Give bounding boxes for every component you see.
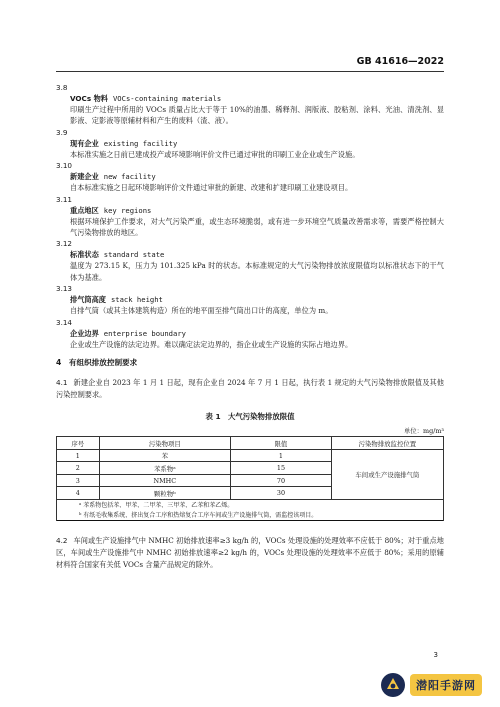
term-3-12 — [56, 238, 444, 283]
term-title — [56, 249, 444, 260]
table-unit: 单位：mg/m³ — [403, 427, 444, 436]
table-footnote-b: ᵇ 有纸毛收集系统、挤出复合工序和热熔复合工序车间或生产设施排气筒，需监控该项目。 — [57, 510, 444, 521]
term-title-cn: 标准状态 — [70, 250, 99, 260]
table-footnote-row — [57, 510, 444, 521]
term-number: 3.14 — [56, 317, 73, 327]
col-header-no: 序号 — [57, 437, 100, 450]
header-rule — [56, 71, 444, 72]
term-number: 3.8 — [56, 83, 68, 92]
paragraph-4-2 — [56, 535, 444, 572]
cell-monitor-location: 车间或生产设施排气筒 — [331, 449, 443, 499]
col-header-limit: 限值 — [231, 437, 332, 450]
term-definition: 温度为 273.15 K，压力为 101.325 kPa 时的状态。本标准规定的大气污染物排放浓度限值均以标准状态下的干气体为基准。 — [70, 261, 444, 282]
term-title-en: VOCs-containing materials — [112, 94, 222, 103]
term-3-9 — [56, 127, 444, 160]
term-title-cn: 新建企业 — [70, 172, 99, 182]
site-watermark — [380, 671, 492, 699]
cell-no: 2 — [57, 462, 100, 475]
col-header-monitor: 污染物排放监控位置 — [331, 437, 443, 450]
term-title — [56, 93, 444, 104]
cell-no: 4 — [57, 487, 100, 500]
table-footnote-row — [57, 499, 444, 510]
page-number: 3 — [433, 651, 438, 659]
document-body — [56, 82, 444, 572]
paragraph-text: 车间或生产设施排气中 NMHC 初始排放速率≥3 kg/h 的，VOCs 处理设施的处理效率不应低于 80%；对于重点地区，车间或生产设施排气中 NMHC 初始排放速率≥2 kg/h 的，VOCs 处理设施的处理效率不应低于 80%；采用的原辅材料符合国家有关低 VOCs 含量产品规定的除外。 — [56, 535, 444, 570]
cell-pollutant: 颗粒物ᵇ — [99, 487, 231, 500]
cell-no: 1 — [57, 449, 100, 462]
term-definition: 企业或生产设施的法定边界。难以确定法定边界的，指企业或生产设施的实际占地边界。 — [70, 339, 353, 349]
term-definition: 根据环境保护工作要求，对大气污染严重，或生态环境脆弱，或有进一步环境空气质量改善需求等，需要严格控制大气污染物排放的地区。 — [70, 216, 444, 238]
term-title-cn: 排气筒高度 — [70, 295, 106, 305]
term-title — [56, 205, 444, 216]
col-header-pollutant: 污染物项目 — [99, 437, 231, 450]
emission-limits-table — [56, 436, 444, 521]
watermark-text: 潜阳手游网 — [410, 674, 482, 696]
term-number: 3.9 — [56, 127, 68, 137]
term-title-cn: 重点地区 — [70, 205, 99, 215]
paragraph-text: 新建企业自 2023 年 1 月 1 日起，现有企业自 2024 年 7 月 1 日起，执行表 1 规定的大气污染物排放限值及其他污染控制要求。 — [56, 378, 444, 400]
term-3-14 — [56, 317, 444, 350]
term-title — [56, 171, 444, 182]
paragraph-4-1 — [56, 377, 444, 401]
term-title — [56, 138, 444, 149]
term-definition: 自本标准实施之日起环境影响评价文件通过审批的新建、改建和扩建印刷工业建设项目。 — [70, 183, 353, 193]
term-number: 3.12 — [56, 239, 73, 249]
term-number: 3.11 — [56, 194, 73, 204]
watermark-logo-icon — [380, 672, 406, 698]
term-definition: 印刷生产过程中所用的 VOCs 质量占比大于等于 10%的油墨、稀释剂、润版液、胶粘剂、涂料、光油、清洗剂、显影液、定影液等原辅材料和产生的废料（渣、液）。 — [70, 105, 444, 126]
cell-limit: 1 — [231, 449, 332, 462]
table-header-row — [57, 437, 444, 450]
cell-pollutant: 苯系物ᵃ — [99, 462, 231, 475]
term-title-en: new facility — [103, 172, 156, 182]
term-title-en: stack height — [110, 295, 163, 305]
term-title — [56, 328, 444, 339]
term-definition: 自排气筒（或其主体建筑构造）所在的地平面至排气筒出口计的高度，单位为 m。 — [70, 306, 333, 316]
paragraph-number: 4.2 — [56, 535, 68, 545]
paragraph-number: 4.1 — [56, 378, 68, 388]
section-4-heading: 4 有组织排放控制要求 — [56, 358, 138, 368]
cell-pollutant: NMHC — [99, 474, 231, 487]
term-number: 3.10 — [56, 161, 73, 171]
term-title-en: existing facility — [103, 138, 178, 148]
term-title-cn: 企业边界 — [70, 328, 99, 338]
cell-limit: 15 — [231, 462, 332, 475]
table-1-title: 表 1 大气污染物排放限值 — [205, 412, 295, 422]
standard-number: GB 41616—2022 — [356, 56, 444, 67]
term-3-13 — [56, 283, 444, 316]
term-title-en: enterprise boundary — [103, 328, 186, 338]
term-title-en: key regions — [103, 205, 152, 215]
term-title-en: standard state — [103, 250, 165, 260]
cell-limit: 70 — [231, 474, 332, 487]
cell-limit: 30 — [231, 487, 332, 500]
term-title-cn: 现有企业 — [70, 138, 99, 148]
table-row — [57, 449, 444, 462]
term-title — [56, 294, 444, 305]
term-3-11 — [56, 194, 444, 239]
cell-no: 3 — [57, 474, 100, 487]
term-definition: 本标准实施之日前已建成投产或环境影响评价文件已通过审批的印刷工业企业或生产设施。 — [70, 149, 360, 159]
term-3-8 — [56, 82, 444, 127]
table-footnote-a: ᵃ 苯系物包括苯、甲苯、二甲苯、三甲苯、乙苯和苯乙烯。 — [57, 499, 444, 510]
cell-pollutant: 苯 — [99, 449, 231, 462]
term-3-10 — [56, 160, 444, 193]
term-title-cn: VOCs 物料 — [70, 94, 108, 103]
term-number: 3.13 — [56, 284, 73, 294]
